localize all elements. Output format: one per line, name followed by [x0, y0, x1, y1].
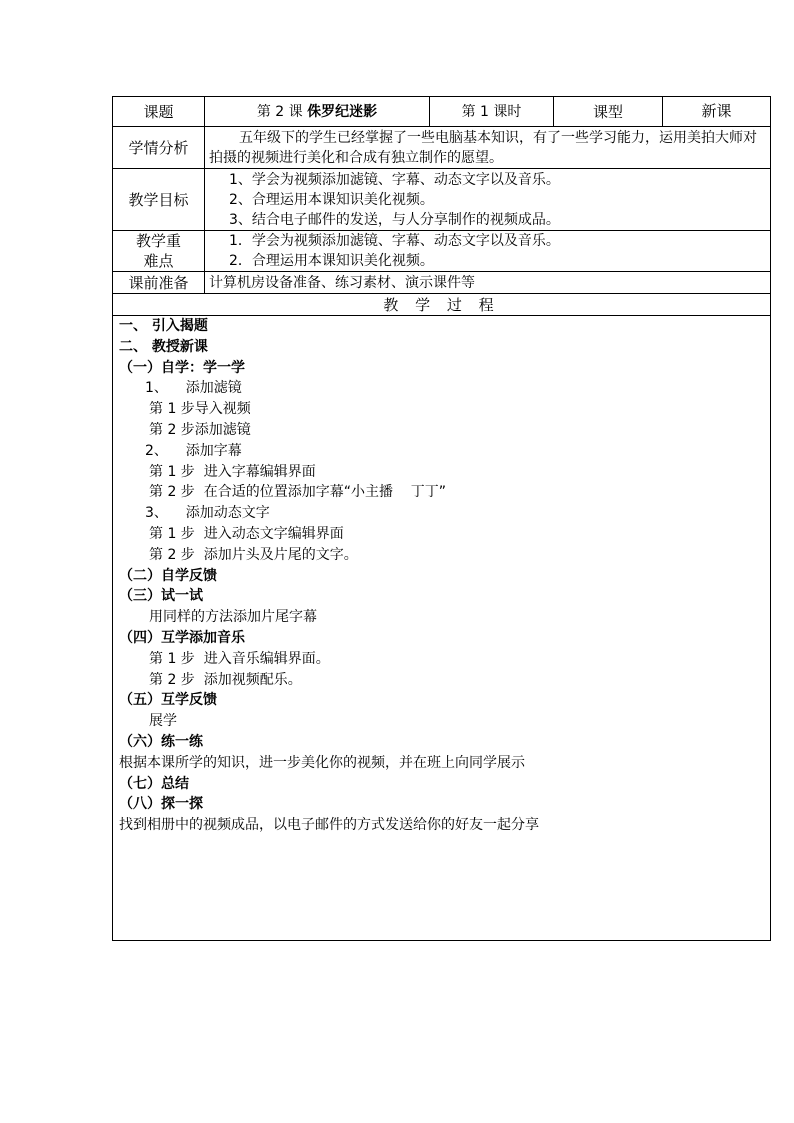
process-title: 教 学 过 程 — [113, 294, 771, 316]
process-heading: （四）互学添加音乐 — [119, 629, 245, 646]
goal-item: 3、结合电子邮件的发送，与人分享制作的视频成品。 — [229, 211, 560, 228]
process-line: 第 2 步 添加片头及片尾的文字。 — [149, 546, 358, 563]
process-heading: （三）试一试 — [119, 588, 203, 605]
keypoints-label-line2: 难点 — [143, 252, 174, 270]
process-heading: （六）练一练 — [119, 733, 203, 750]
header-row — [113, 97, 771, 127]
process-line: 1、 添加滤镜 — [145, 380, 242, 397]
topic-label: 课题 — [113, 97, 205, 127]
process-line: 第 1 步 进入音乐编辑界面。 — [149, 650, 330, 667]
goal-item: 2、合理运用本课知识美化视频。 — [229, 191, 434, 208]
process-line: 第 1 步 进入字幕编辑界面 — [149, 463, 316, 480]
keypoint-item: 1．学会为视频添加滤镜、字幕、动态文字以及音乐。 — [229, 233, 560, 249]
process-heading: （二）自学反馈 — [119, 567, 217, 584]
process-line: 第 2 步 在合适的位置添加字幕“小主播 丁丁” — [149, 484, 447, 501]
topic-value — [205, 97, 430, 127]
topic-title: 侏罗纪迷影 — [307, 103, 378, 120]
process-line: 找到相册中的视频成品，以电子邮件的方式发送给你的好友一起分享 — [119, 817, 539, 834]
process-body — [113, 316, 771, 941]
process-line: 用同样的方法添加片尾字幕 — [149, 609, 317, 626]
process-heading: （五）互学反馈 — [119, 692, 217, 709]
process-line: 第 1 步导入视频 — [149, 401, 251, 418]
process-heading: （七）总结 — [119, 775, 189, 792]
type-label: 课型 — [554, 97, 663, 127]
topic-prefix: 第 2 课 — [256, 103, 303, 120]
process-heading: （八）探一探 — [119, 796, 203, 813]
process-line: 第 2 步 添加视频配乐。 — [149, 671, 302, 688]
goals-list — [205, 169, 771, 231]
keypoints-row — [113, 231, 771, 272]
process-line: 展学 — [149, 713, 177, 730]
lesson-plan-table — [112, 96, 771, 941]
process-line: 第 1 步 进入动态文字编辑界面 — [149, 525, 344, 542]
keypoints-label — [113, 231, 205, 272]
keypoints-list — [205, 231, 771, 272]
keypoint-item: 2．合理运用本课知识美化视频。 — [229, 253, 434, 269]
process-body-row — [113, 316, 771, 941]
analysis-text: 五年级下的学生已经掌握了一些电脑基本知识，有了一些学习能力，运用美拍大师对拍摄的视频进行美化和合成有独立制作的愿望。 — [205, 127, 771, 169]
goal-item: 1、学会为视频添加滤镜、字幕、动态文字以及音乐。 — [229, 171, 560, 188]
prep-label: 课前准备 — [113, 272, 205, 294]
analysis-label: 学情分析 — [113, 127, 205, 169]
goals-row — [113, 169, 771, 231]
keypoints-label-line1: 教学重 — [135, 232, 181, 250]
process-title-row — [113, 294, 771, 316]
process-line: 2、 添加字幕 — [145, 442, 242, 459]
process-heading: 一、 引入揭题 — [119, 318, 208, 334]
process-line: 第 2 步添加滤镜 — [149, 421, 251, 438]
process-line: 根据本课所学的知识，进一步美化你的视频，并在班上向同学展示 — [119, 754, 525, 771]
prep-text: 计算机房设备准备、练习素材、演示课件等 — [205, 272, 771, 294]
process-line: 3、 添加动态文字 — [145, 505, 270, 522]
goals-label: 教学目标 — [113, 169, 205, 231]
process-heading: （一）自学：学一学 — [119, 359, 245, 376]
type-value: 新课 — [663, 97, 771, 127]
analysis-row — [113, 127, 771, 169]
process-heading: 二、 教授新课 — [119, 338, 208, 355]
prep-row — [113, 272, 771, 294]
period-value: 第 1 课时 — [430, 97, 554, 127]
